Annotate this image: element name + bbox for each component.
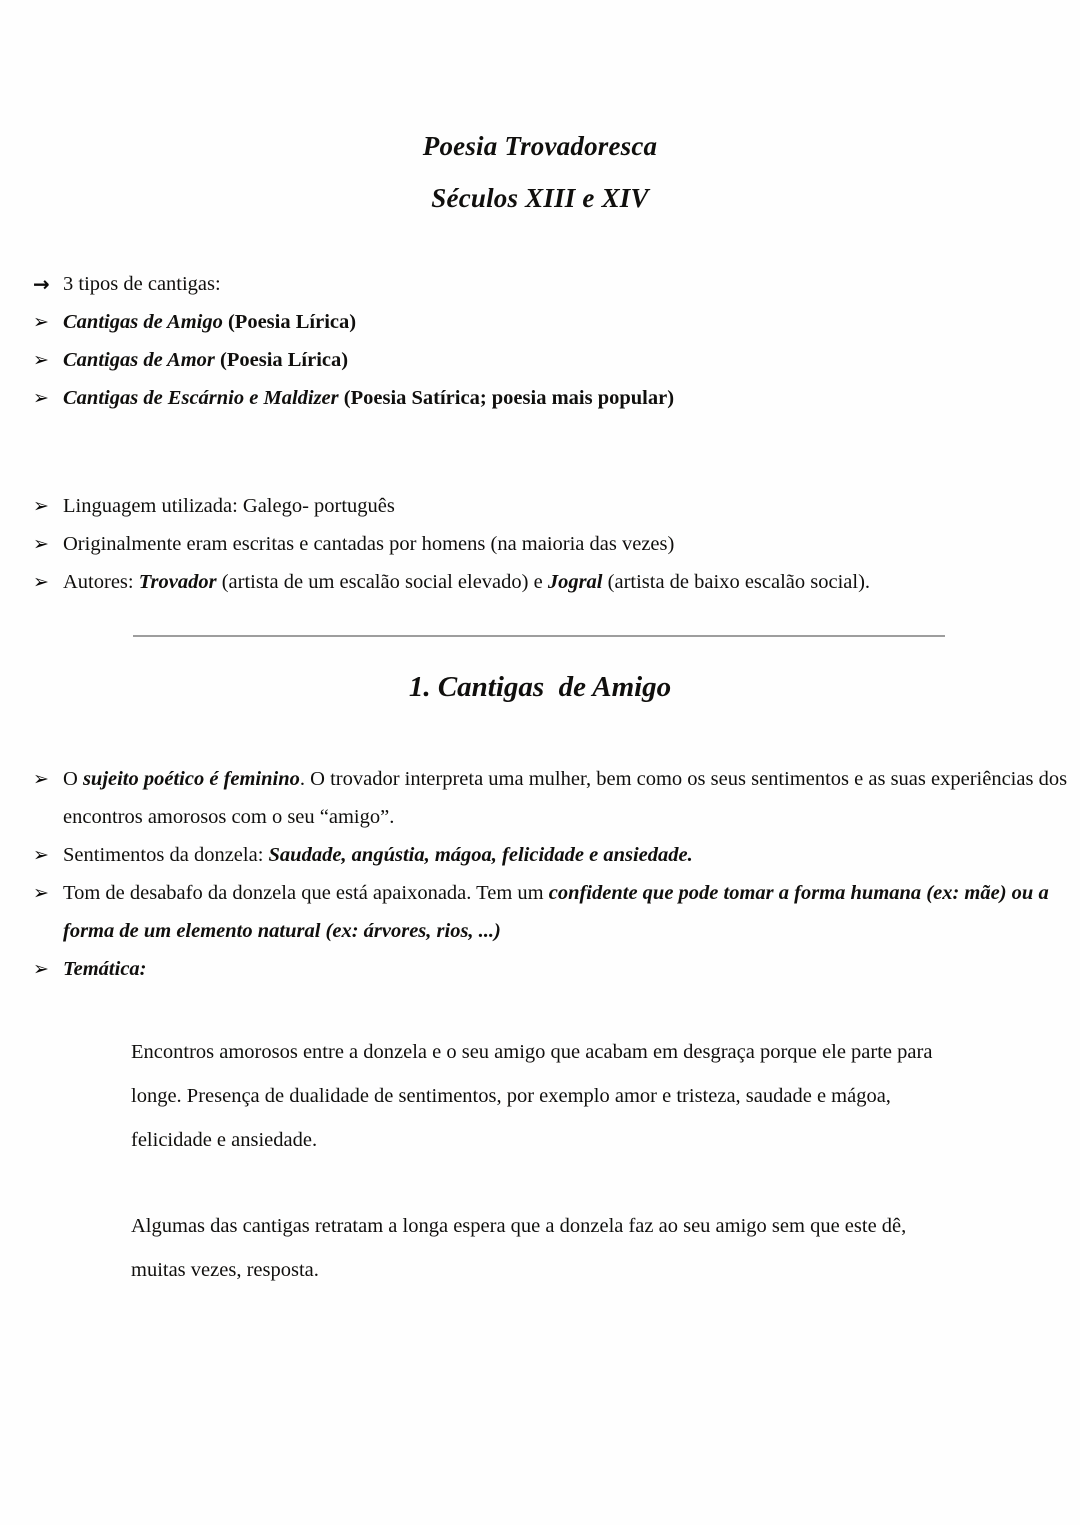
- arrowhead-icon: ➢: [33, 958, 49, 980]
- intro-list-section: [0, 212, 1080, 417]
- arrowhead-icon: ➢: [33, 349, 49, 371]
- text-run: Temática:: [63, 958, 147, 980]
- text-run: (Poesia Lírica): [220, 349, 349, 371]
- text-run: Originalmente eram escritas e cantadas por homens (na maioria das vezes): [63, 533, 675, 555]
- text-run: Saudade, angústia, mágoa, felicidade e ansiedade.: [268, 844, 693, 866]
- document-title-line-1: Poesia Trovadoresca: [422, 131, 658, 161]
- text-run: 3 tipos de cantigas:: [63, 273, 221, 295]
- list-item-text: [63, 571, 870, 593]
- list-item-text: [63, 273, 221, 295]
- arrowhead-icon: ➢: [33, 495, 49, 517]
- list-item-text: [63, 958, 147, 980]
- list-item-text: [63, 495, 395, 517]
- list-item: [0, 563, 1080, 601]
- text-run: sujeito poético é feminino: [82, 768, 300, 790]
- section-heading: 1. Cantigas de Amigo: [408, 671, 672, 703]
- list-item-text: [63, 533, 674, 555]
- general-list-section: [0, 417, 1080, 601]
- intro-list: [0, 265, 1080, 417]
- text-run: (artista de baixo escalão social).: [602, 571, 871, 593]
- section-list: [0, 760, 1080, 988]
- text-run: (Poesia Lírica): [227, 311, 357, 333]
- arrowhead-icon: ➢: [33, 533, 49, 555]
- general-list: [0, 487, 1080, 601]
- arrowhead-icon: ➢: [33, 844, 49, 866]
- text-run: Linguagem utilizada: Galego- português: [63, 495, 395, 517]
- list-item: [0, 303, 1080, 341]
- list-item: [0, 525, 1080, 563]
- text-run: (artista de um escalão social elevado) e: [216, 571, 548, 593]
- text-run: confidente que pode tomar a forma humana (ex: mãe) ou a forma de um elemento natural (ex: árvores, rios, ...): [63, 882, 1049, 942]
- list-item: [0, 760, 1080, 836]
- list-item-text: [63, 882, 1049, 942]
- list-item: [0, 874, 1080, 950]
- arrowhead-icon: ➢: [33, 882, 49, 904]
- list-item: [0, 487, 1080, 525]
- text-run: Trovador: [138, 571, 217, 593]
- arrowhead-icon: ➢: [33, 768, 49, 790]
- arrowhead-icon: ➢: [33, 571, 49, 593]
- body-paragraph-1: Encontros amorosos entre a donzela e o seu amigo que acabam em desgraça porque ele parte para longe. Presença de dualidade de sentimentos, por exemplo amor e tristeza, saudade e mágoa, felicidade e ansiedade.: [131, 1041, 933, 1151]
- text-run: Jogral: [547, 571, 603, 593]
- list-item: [0, 379, 1080, 417]
- text-run: Autores:: [63, 571, 139, 593]
- text-run: Cantigas de Amigo: [63, 311, 223, 333]
- body-paragraph-2: Algumas das cantigas retratam a longa espera que a donzela faz ao seu amigo sem que este dê, muitas vezes, resposta.: [131, 1215, 907, 1281]
- text-run: Tom de desabafo da donzela que está apaixonada. Tem um: [63, 882, 549, 904]
- document-title-line-2: Séculos XIII e XIV: [431, 183, 649, 213]
- text-run: (Poesia Satírica; poesia mais popular): [343, 387, 675, 409]
- text-run: O: [63, 768, 83, 790]
- list-item-text: [63, 311, 356, 333]
- text-run: Sentimentos da donzela:: [63, 844, 269, 866]
- list-item-text: [63, 844, 693, 866]
- list-item-text: [63, 349, 348, 371]
- list-item: [0, 950, 1080, 988]
- arrowhead-icon: ➢: [33, 387, 49, 409]
- list-item-text: [63, 768, 1067, 828]
- list-item: [0, 836, 1080, 874]
- arrow-right-icon: →: [33, 272, 50, 296]
- section-list-section: [0, 702, 1080, 988]
- list-item: [0, 265, 1080, 303]
- list-item: [0, 341, 1080, 379]
- list-item-text: [63, 387, 674, 409]
- text-run: . O trovador interpreta uma mulher, bem como os seus sentimentos e as suas experiências dos encontros amorosos com o seu “amigo”.: [63, 768, 1068, 828]
- text-run: Cantigas de Amor: [63, 349, 215, 371]
- arrowhead-icon: ➢: [33, 311, 49, 333]
- text-run: Cantigas de Escárnio e Maldizer: [63, 387, 339, 409]
